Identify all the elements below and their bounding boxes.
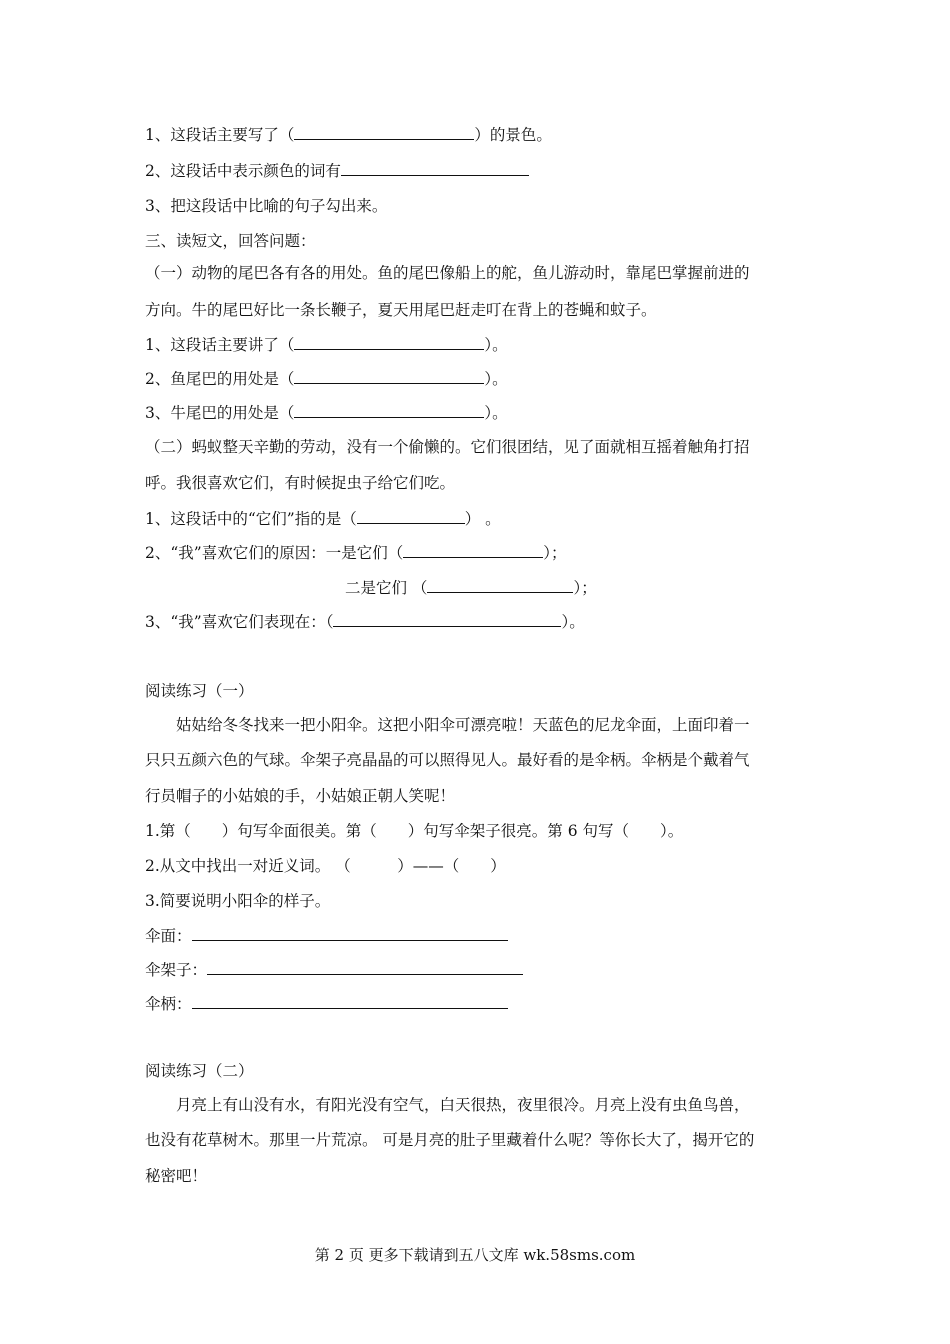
question-line <box>145 402 508 424</box>
section-heading: 三、读短文，回答问题： <box>145 232 316 250</box>
passage-line: 月亮上有山没有水，有阳光没有空气，白天很热，夜里很冷。月亮上没有虫鱼鸟兽， <box>176 1096 750 1114</box>
question-line <box>145 542 566 564</box>
answer-blank[interactable] <box>192 925 508 941</box>
reading-title: 阅读练习（一） <box>145 682 254 700</box>
question-text: ）； <box>543 544 567 562</box>
passage-line: 也没有花草树木。那里一片荒凉。 可是月亮的肚子里藏着什么呢？等你长大了，揭开它的 <box>145 1131 755 1149</box>
answer-blank[interactable] <box>357 508 465 524</box>
question-text: 1、这段话主要写了（ <box>145 126 295 144</box>
question-text: 二是它们 （ <box>345 579 428 597</box>
question-text: 3、牛尾巴的用处是（ <box>145 404 295 422</box>
passage-line: 只只五颜六色的气球。伞架子亮晶晶的可以照得见人。最好看的是伞柄。伞柄是个戴着气 <box>145 751 750 769</box>
passage-line: （一）动物的尾巴各有各的用处。鱼的尾巴像船上的舵，鱼儿游动时，靠尾巴掌握前进的 <box>145 264 750 282</box>
question-line <box>145 368 508 390</box>
answer-blank[interactable] <box>294 402 484 418</box>
answer-line <box>145 959 523 981</box>
question-line <box>145 124 552 146</box>
question-text: 2、这段话中表示颜色的词有 <box>145 162 341 180</box>
answer-blank[interactable] <box>294 124 474 140</box>
question-text: 2、鱼尾巴的用处是（ <box>145 370 295 388</box>
answer-line <box>145 993 508 1015</box>
answer-line <box>145 925 508 947</box>
question-text: ）。 <box>484 370 508 388</box>
question-line <box>145 611 585 633</box>
question-text: ）。 <box>561 613 585 631</box>
answer-blank[interactable] <box>294 334 484 350</box>
question-line <box>145 334 508 356</box>
answer-label: 伞架子： <box>145 961 208 979</box>
answer-blank[interactable] <box>427 577 573 593</box>
answer-blank[interactable] <box>192 993 508 1009</box>
question-text: ）的景色。 <box>474 126 552 144</box>
question-text: 3、“我”喜欢它们表现在：（ <box>145 613 334 631</box>
passage-line: 行员帽子的小姑娘的手，小姑娘正朝人笑呢！ <box>145 787 456 805</box>
answer-blank[interactable] <box>294 368 484 384</box>
question-line: 1.第（ ）句写伞面很美。第（ ）句写伞架子很亮。第 6 句写（ ）。 <box>145 822 684 840</box>
passage-line: （二）蚂蚁整天辛勤的劳动，没有一个偷懒的。它们很团结，见了面就相互摇着触角打招 <box>145 438 750 456</box>
answer-label: 伞柄： <box>145 995 192 1013</box>
question-line <box>145 160 529 182</box>
question-text: 2、“我”喜欢它们的原因：一是它们（ <box>145 544 404 562</box>
answer-label: 伞面： <box>145 927 192 945</box>
question-text: 3、把这段话中比喻的句子勾出来。 <box>145 197 388 215</box>
answer-blank[interactable] <box>403 542 543 558</box>
question-line <box>145 195 387 217</box>
answer-blank[interactable] <box>333 611 561 627</box>
question-line <box>145 508 501 530</box>
question-text: ）。 <box>484 404 508 422</box>
page-footer: 第 2 页 更多下载请到五八文库 wk.58sms.com <box>314 1246 636 1264</box>
question-text: ）； <box>573 579 597 597</box>
question-line: 2.从文中找出一对近义词。 （ ）——（ ） <box>145 857 506 875</box>
question-text: 1、这段话主要讲了（ <box>145 336 295 354</box>
passage-line: 秘密吧！ <box>145 1167 208 1185</box>
question-text: ）。 <box>484 336 508 354</box>
passage-line: 呼。我很喜欢它们，有时候捉虫子给它们吃。 <box>145 474 456 492</box>
question-line: 3.简要说明小阳伞的样子。 <box>145 892 331 910</box>
question-text: 1、这段话中的“它们”指的是（ <box>145 510 357 528</box>
passage-line: 姑姑给冬冬找来一把小阳伞。这把小阳伞可漂亮啦！天蓝色的尼龙伞面，上面印着一 <box>176 716 750 734</box>
question-text: ） 。 <box>464 510 501 528</box>
question-line <box>345 577 597 599</box>
answer-blank[interactable] <box>341 160 529 176</box>
answer-blank[interactable] <box>207 959 523 975</box>
passage-line: 方向。牛的尾巴好比一条长鞭子，夏天用尾巴赶走叮在背上的苍蝇和蚊子。 <box>145 301 657 319</box>
reading-title: 阅读练习（二） <box>145 1062 254 1080</box>
